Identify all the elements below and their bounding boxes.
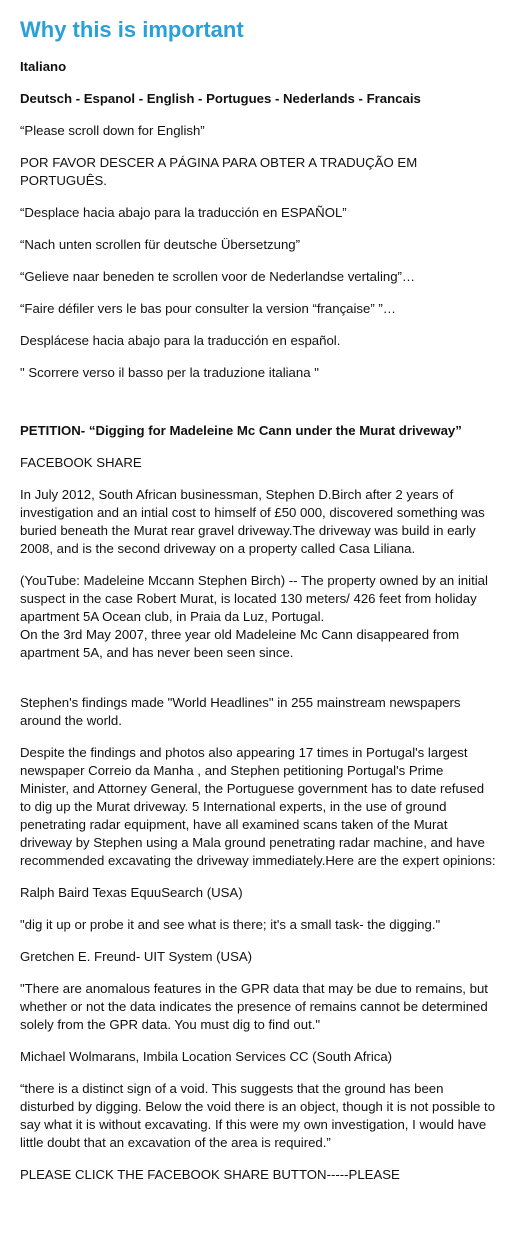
petition-title: “Digging for Madeleine Mc Cann under the Murat driveway” [85,423,462,438]
scroll-note-spanish-2: Desplácese hacia abajo para la traducción en español. [20,333,341,348]
scroll-note-italian: " Scorrere verso il basso per la traduzione italiana " [20,365,319,380]
expert-quote-2: "There are anomalous features in the GPR data that may be due to remains, but whether or not the data indicates the presence of remains cannot be determined solely from the GPR data. You must dig to find out." [20,981,488,1032]
body-paragraph-government: Despite the findings and photos also appearing 17 times in Portugal's largest newspaper Correio da Manha , and Stephen petitioning Portugal's Prime Minister, and Attorney General, the Portuguese government has to date refused to dig up the Murat driveway. 5 International experts, in the use of ground penetrating radar equipment, have all examined scans taken of the Murat driveway by Stephen using a Mala ground penetrating radar machine, and have recommended excavating the driveway immediately.Here are the expert opinions: [20,745,496,868]
scroll-note-portuguese: POR FAVOR DESCER A PÁGINA PARA OBTER A TRADUÇÃO EM PORTUGUÊS. [20,155,418,188]
body-paragraph-location: (YouTube: Madeleine Mccann Stephen Birch) -- The property owned by an initial suspect in the case Robert Murat, is located 130 meters/ 426 feet from holiday apartment 5A Ocean club, in Praia da Luz, Portugal. [20,573,488,624]
body-paragraph-headlines: Stephen's findings made "World Headlines" in 255 mainstream newspapers around the world. [20,695,461,728]
language-list: Deutsch - Espanol - English - Portugues - Nederlands - Francais [20,91,421,106]
petition-label: PETITION- [20,423,86,438]
language-italiano: Italiano [20,59,67,74]
scroll-note-spanish: “Desplace hacia abajo para la traducción en ESPAÑOL” [20,205,347,220]
expert-name-3: Michael Wolmarans, Imbila Location Services CC (South Africa) [20,1049,393,1064]
page-title: Why this is important [20,17,244,42]
scroll-note-french: “Faire défiler vers le bas pour consulter la version “française” ”… [20,301,396,316]
call-to-action: PLEASE CLICK THE FACEBOOK SHARE BUTTON-----PLEASE [20,1167,400,1182]
facebook-share-text: FACEBOOK SHARE [20,455,142,470]
scroll-note-english: “Please scroll down for English” [20,123,205,138]
scroll-note-dutch: “Gelieve naar beneden te scrollen voor de Nederlandse vertaling”… [20,269,416,284]
petition-heading [20,422,496,440]
body-paragraph-disappearance: On the 3rd May 2007, three year old Madeleine Mc Cann disappeared from apartment 5A, and has never been seen since. [20,627,460,660]
expert-quote-3: “there is a distinct sign of a void. This suggests that the ground has been disturbed by digging. Below the void there is an object, though it is not possible to say what it is without excavating. If this were my own investigation, I would have little doubt that an excavation of the area is required.” [20,1081,496,1150]
expert-quote-1: "dig it up or probe it and see what is there; it's a small task- the digging." [20,917,441,932]
expert-name-2: Gretchen E. Freund- UIT System (USA) [20,949,253,964]
scroll-note-german: “Nach unten scrollen für deutsche Übersetzung” [20,237,301,252]
body-paragraph-discovery: In July 2012, South African businessman, Stephen D.Birch after 2 years of investigation and an intial cost to himself of £50 000, discovered something was buried beneath the Murat rear gravel driveway.The driveway was build in early 2008, and is the second driveway on a property called Casa Liliana. [20,487,485,556]
expert-name-1: Ralph Baird Texas EquuSearch (USA) [20,885,243,900]
